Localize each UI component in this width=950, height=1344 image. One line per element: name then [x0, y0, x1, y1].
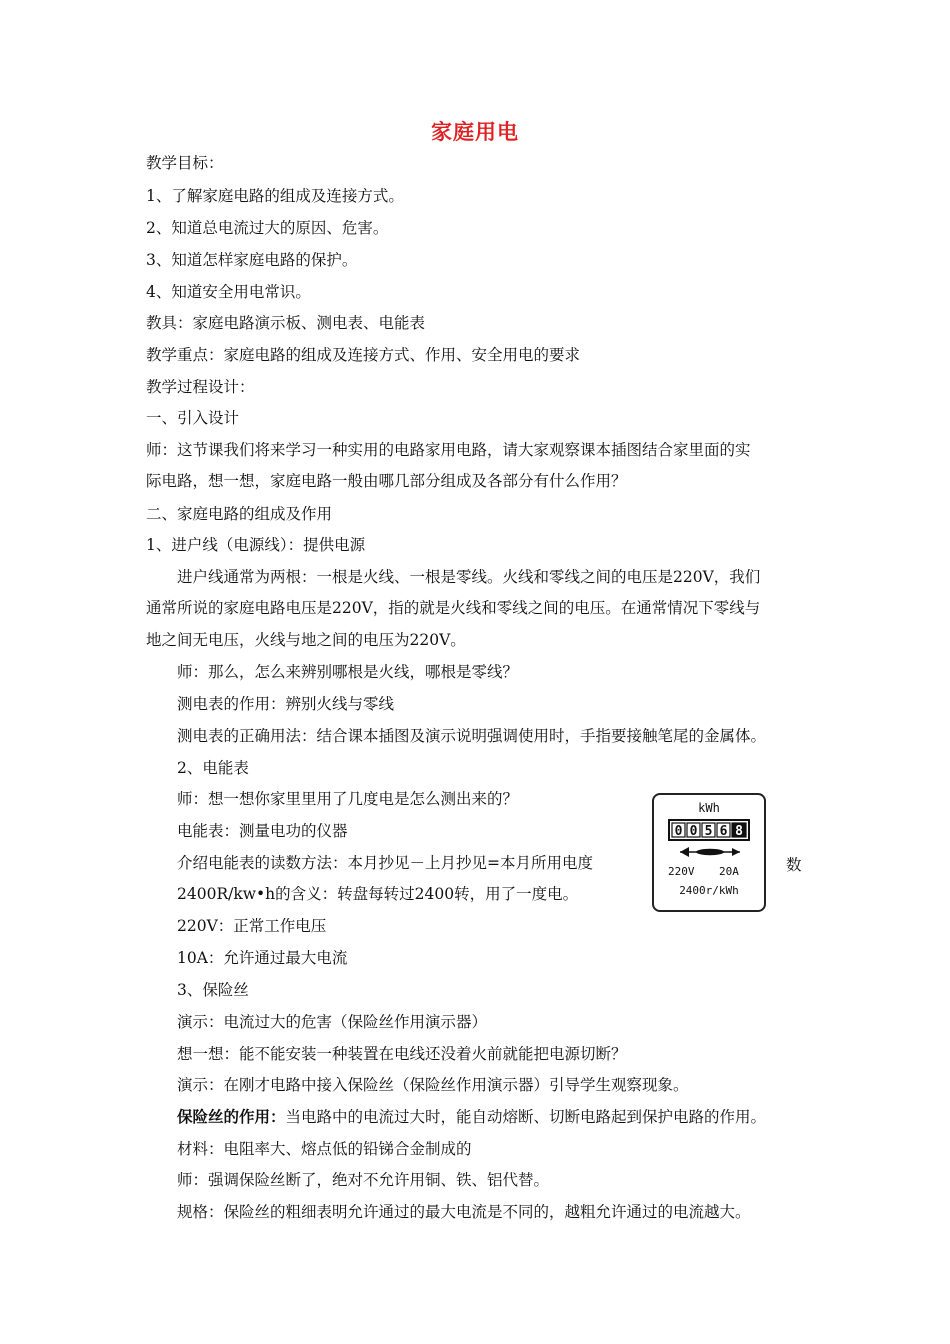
- meter-digit: 0: [689, 824, 698, 839]
- meter-digit: 8: [735, 824, 743, 839]
- paragraph-line: 师：想一想你家里里用了几度电是怎么测出来的？: [177, 790, 519, 808]
- tools-line: 教具：家庭电路演示板、测电表、电能表: [146, 314, 426, 332]
- subsection-heading: 2、电能表: [177, 759, 249, 777]
- meter-digits: [672, 823, 746, 839]
- fuse-role-text: 当电路中的电流过大时，能自动熔断、切断电路起到保护电路的作用。: [285, 1108, 767, 1126]
- meter-digit: 6: [719, 824, 728, 839]
- paragraph-line: 材料：电阻率大、熔点低的铅锑合金制成的: [177, 1140, 472, 1158]
- meter-digit: 5: [704, 824, 713, 839]
- objective-item: 3、知道怎样家庭电路的保护。: [146, 251, 358, 269]
- paragraph-line: 际电路，想一想，家庭电路一般由哪几部分组成及各部分有什么作用？: [146, 472, 627, 490]
- subsection-heading: 3、保险丝: [177, 981, 249, 999]
- paragraph-line: 地之间无电压，火线与地之间的电压为220V。: [146, 631, 466, 649]
- objective-item: 4、知道安全用电常识。: [146, 283, 311, 301]
- meter-unit-label: kWh: [698, 801, 720, 815]
- meter-digit: 0: [674, 824, 683, 839]
- meter-voltage-label: 220V: [668, 865, 695, 878]
- paragraph-line: 介绍电能表的读数方法：本月抄见－上月抄见=本月所用电度: [177, 854, 593, 872]
- paragraph-line: 10A：允许通过最大电流: [177, 949, 348, 967]
- paragraph-line: 演示：电流过大的危害（保险丝作用演示器）: [177, 1013, 488, 1031]
- objectives-heading: 教学目标：: [146, 154, 224, 172]
- section-heading: 二、家庭电路的组成及作用: [146, 505, 333, 523]
- meter-current-label: 20A: [719, 865, 739, 878]
- objective-item: 1、了解家庭电路的组成及连接方式。: [146, 187, 404, 205]
- paragraph-line: 演示：在刚才电路中接入保险丝（保险丝作用演示器）引导学生观察现象。: [177, 1076, 689, 1094]
- paragraph-line: 想一想：能不能安装一种装置在电线还没着火前就能把电源切断？: [177, 1045, 627, 1063]
- section-heading: 一、引入设计: [146, 409, 240, 427]
- focus-line: 教学重点：家庭电路的组成及连接方式、作用、安全用电的要求: [146, 346, 581, 364]
- page-title: 家庭用电: [431, 120, 519, 144]
- paragraph-fragment: 数: [786, 856, 802, 874]
- paragraph-line: 测电表的作用：辨别火线与零线: [177, 695, 395, 713]
- paragraph-line: 测电表的正确用法：结合课本插图及演示说明强调使用时，手指要接触笔尾的金属体。: [177, 727, 767, 745]
- paragraph-line: 通常所说的家庭电路电压是220V，指的就是火线和零线之间的电压。在通常情况下零线与: [146, 599, 761, 617]
- paragraph-line: 220V：正常工作电压: [177, 917, 327, 935]
- paragraph-line: 规格：保险丝的粗细表明允许通过的最大电流是不同的，越粗允许通过的电流越大。: [177, 1203, 751, 1221]
- paragraph-line: 进户线通常为两根：一根是火线、一根是零线。火线和零线之间的电压是220V，我们: [177, 568, 761, 586]
- paragraph-line: 2400R/kw•h的含义：转盘每转过2400转，用了一度电。: [177, 885, 579, 903]
- energy-meter-drawing: [654, 795, 764, 910]
- paragraph-line: [177, 1107, 766, 1127]
- process-heading: 教学过程设计：: [146, 378, 255, 396]
- paragraph-line: 师：强调保险丝断了，绝对不允许用铜、铁、铝代替。: [177, 1171, 550, 1189]
- paragraph-line: 师：这节课我们将来学习一种实用的电路家用电路，请大家观察课本插图结合家里面的实: [146, 441, 751, 459]
- fuse-role-label: 保险丝的作用：: [177, 1107, 286, 1126]
- energy-meter-figure: [652, 793, 766, 912]
- paragraph-line: 师：那么，怎么来辨别哪根是火线，哪根是零线？: [177, 663, 519, 681]
- subsection-heading: 1、进户线（电源线）：提供电源: [146, 536, 366, 554]
- rotation-arrow-icon: [680, 847, 740, 857]
- meter-constant-label: 2400r/kWh: [679, 884, 739, 897]
- objective-item: 2、知道总电流过大的原因、危害。: [146, 219, 389, 237]
- paragraph-line: 电能表：测量电功的仪器: [177, 822, 348, 840]
